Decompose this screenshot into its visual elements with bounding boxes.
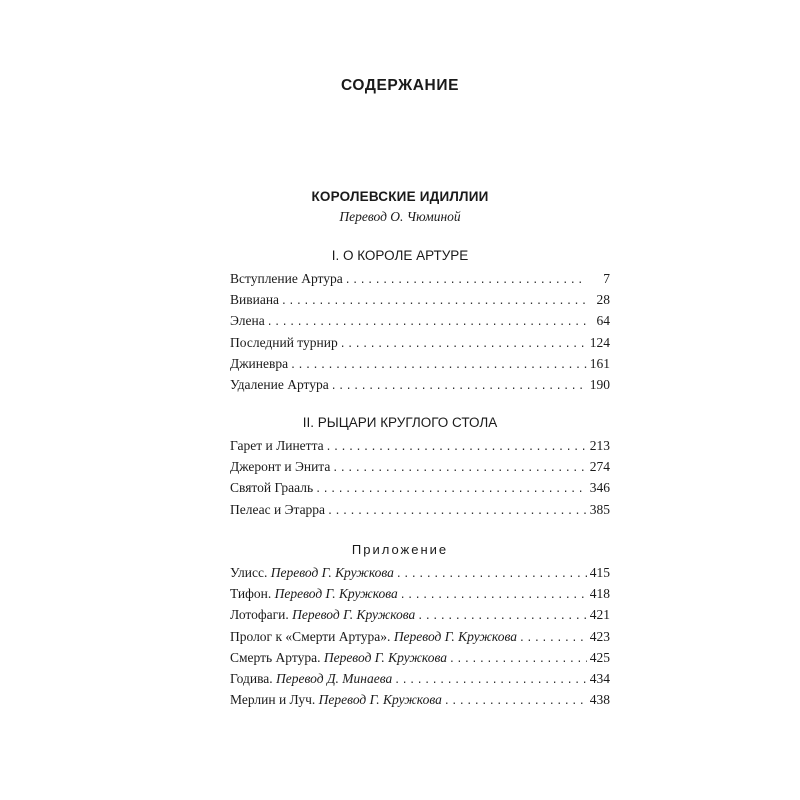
entry-title: Вивиана	[230, 292, 280, 308]
entry-title: Удаление Артура	[230, 376, 329, 392]
dot-leader	[268, 313, 587, 328]
dot-leader	[328, 502, 587, 517]
entry-title: Джеронт и Энита	[230, 459, 331, 475]
entry-work: Лотофаги.	[230, 607, 289, 623]
entry-title	[230, 650, 447, 666]
entry-title: Святой Грааль	[230, 480, 314, 496]
dot-leader	[346, 271, 587, 286]
entry-title	[230, 629, 517, 645]
dot-leader	[316, 480, 587, 495]
dot-leader	[332, 377, 587, 392]
entry-page: 124	[589, 334, 610, 350]
entry-page: 423	[589, 628, 610, 644]
entry-title	[230, 586, 398, 602]
appendix-entries	[230, 565, 610, 713]
entry-translator: Перевод Д. Минаева	[276, 670, 393, 686]
toc-entry[interactable]	[230, 292, 610, 313]
entry-title: Вступление Артура	[230, 271, 343, 286]
toc-entry[interactable]	[230, 629, 610, 650]
entry-work: Годива.	[230, 670, 273, 686]
entry-work: Улисс.	[230, 565, 268, 580]
entry-page: 438	[589, 692, 610, 708]
entry-translator: Перевод Г. Кружкова	[318, 692, 442, 708]
toc-entry[interactable]	[230, 650, 610, 671]
toc-entry[interactable]	[230, 335, 610, 356]
entry-title: Гарет и Линетта	[230, 438, 324, 453]
entry-page: 421	[589, 607, 610, 623]
dot-leader	[418, 607, 586, 622]
entry-page: 7	[603, 271, 610, 286]
entry-translator: Перевод Г. Кружкова	[323, 649, 448, 665]
entry-page: 415	[589, 565, 610, 580]
dot-leader	[450, 650, 587, 665]
dot-leader	[520, 629, 587, 644]
toc-entry[interactable]	[230, 271, 610, 292]
dot-leader	[333, 459, 586, 474]
section-entries-2	[230, 438, 610, 523]
collection-title: КОРОЛЕВСКИЕ ИДИЛЛИИ	[311, 189, 489, 204]
dot-leader	[445, 692, 587, 707]
entry-translator: Перевод Г. Кружкова	[292, 607, 416, 623]
toc-entry[interactable]	[230, 502, 610, 523]
toc-entry[interactable]	[230, 586, 610, 607]
page-title: СОДЕРЖАНИЕ	[340, 77, 460, 94]
entry-page: 385	[589, 501, 610, 517]
toc-entry[interactable]	[230, 480, 610, 501]
entry-translator: Перевод Г. Кружкова	[270, 565, 394, 580]
entry-page: 64	[596, 313, 610, 329]
entry-title: Последний турнир	[230, 334, 338, 350]
section-entries-1	[230, 271, 610, 398]
toc-entry[interactable]	[230, 313, 610, 334]
entry-page: 418	[589, 586, 610, 602]
section-title-1: I. О КОРОЛЕ АРТУРЕ	[331, 248, 469, 263]
toc-entry[interactable]	[230, 438, 610, 459]
toc-entry[interactable]	[230, 459, 610, 480]
collection-translator: Перевод О. Чюминой	[339, 209, 461, 224]
dot-leader	[401, 586, 587, 601]
entry-title: Элена	[230, 313, 265, 329]
appendix-title: Приложение	[351, 542, 449, 557]
entry-title	[230, 671, 392, 687]
toc-entry[interactable]	[230, 565, 610, 586]
entry-page: 161	[589, 355, 610, 371]
dot-leader	[291, 356, 587, 371]
toc-entry[interactable]	[230, 692, 610, 713]
dot-leader	[397, 565, 587, 580]
dot-leader	[282, 292, 587, 307]
entry-title	[230, 692, 442, 708]
entry-translator: Перевод Г. Кружкова	[393, 628, 517, 644]
entry-page: 434	[589, 670, 610, 686]
entry-page: 425	[589, 649, 610, 665]
toc-entry[interactable]	[230, 607, 610, 628]
entry-title	[230, 607, 415, 623]
dot-leader	[395, 671, 587, 686]
entry-title: Джиневра	[230, 355, 289, 371]
entry-page: 28	[596, 292, 610, 308]
entry-work: Смерть Артура.	[230, 649, 321, 665]
entry-work: Пролог к «Смерти Артура».	[230, 628, 391, 644]
entry-page: 213	[589, 438, 610, 453]
toc-entry[interactable]	[230, 377, 610, 398]
entry-title	[230, 565, 394, 581]
entry-translator: Перевод Г. Кружкова	[274, 586, 398, 602]
toc-entry[interactable]	[230, 671, 610, 692]
entry-work: Тифон.	[230, 586, 272, 602]
entry-page: 190	[589, 376, 610, 392]
entry-page: 346	[589, 480, 610, 496]
toc-entry[interactable]	[230, 356, 610, 377]
dot-leader	[341, 335, 587, 350]
entry-page: 274	[589, 459, 610, 475]
entry-work: Мерлин и Луч.	[230, 692, 316, 708]
dot-leader	[327, 438, 587, 453]
section-title-2: II. РЫЦАРИ КРУГЛОГО СТОЛА	[302, 415, 498, 430]
entry-title: Пелеас и Этарра	[230, 501, 326, 517]
